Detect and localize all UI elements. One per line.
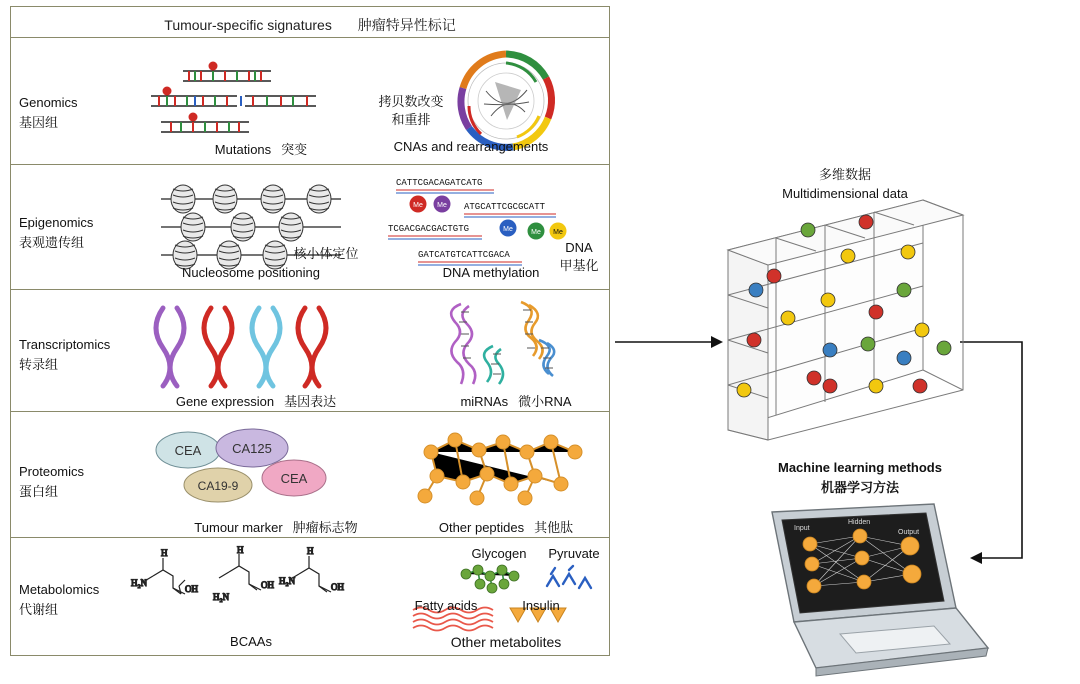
row-label-epigenomics: Epigenomics 表观遗传组 — [19, 215, 94, 251]
label-insulin: Insulin — [522, 598, 560, 613]
caption-other-metabolites: Other metabolites — [450, 634, 562, 650]
rna-strands-icon — [141, 302, 341, 392]
svg-text:CEA: CEA — [280, 471, 308, 486]
svg-text:GATCATGTCATTCGACA: GATCATGTCATTCGACA — [418, 250, 510, 260]
svg-text:Hidden: Hidden — [848, 519, 871, 526]
row-label-genomics: Genomics 基因组 — [19, 95, 78, 131]
svg-text:Me: Me — [503, 226, 513, 233]
caption-bcaas: BCAAs — [230, 634, 272, 649]
mirna-icon — [431, 296, 591, 392]
svg-text:Me: Me — [413, 202, 423, 209]
ml-title: Machine learning methods 机器学习方法 — [778, 460, 942, 495]
panel-title-en: Tumour-specific signatures — [164, 17, 332, 33]
caption-mirnas: miRNAs 微小RNA — [460, 394, 572, 409]
peptide-network-icon — [411, 430, 596, 510]
caption-mutations: Mutations 突变 — [214, 142, 308, 157]
svg-text:H: H — [161, 548, 168, 558]
row-proteomics — [11, 411, 609, 537]
svg-text:OH: OH — [185, 584, 198, 594]
caption-cnas: CNAs and rearrangements — [393, 139, 549, 154]
row-transcriptomics — [11, 289, 609, 411]
svg-text:Me: Me — [553, 229, 563, 236]
svg-text:OH: OH — [331, 582, 344, 592]
panel-title — [11, 15, 609, 35]
caption-cnas-cn: 拷贝数改变 和重排 — [378, 94, 444, 128]
laptop-neural-network-icon — [720, 498, 990, 684]
svg-text:H₂N: H₂N — [213, 592, 230, 602]
caption-methylation-cn: DNA 甲基化 — [559, 240, 599, 274]
row-label-transcriptomics: Transcriptomics 转录组 — [19, 337, 111, 373]
svg-text:Output: Output — [898, 529, 920, 536]
row-genomics — [11, 37, 609, 164]
svg-text:Me: Me — [531, 229, 541, 236]
cube-title: 多维数据 Multidimensional data — [782, 167, 908, 201]
svg-text:Input: Input — [794, 525, 810, 532]
row-label-proteomics: Proteomics 蛋白组 — [19, 464, 85, 500]
tumour-marker-icon — [146, 430, 346, 515]
label-pyruvate: Pyruvate — [548, 546, 600, 561]
label-glycogen: Glycogen — [471, 546, 527, 561]
svg-text:H₂N: H₂N — [131, 578, 148, 588]
multidimensional-data-cube — [708, 190, 973, 445]
row-epigenomics — [11, 164, 609, 289]
amino-acid-icon — [129, 545, 359, 626]
svg-text:CEA: CEA — [174, 443, 202, 458]
caption-nucleosome: Nucleosome positioning — [181, 265, 321, 280]
caption-gene-expression: Gene expression 基因表达 — [175, 394, 337, 409]
row-metabolomics — [11, 537, 609, 655]
svg-text:H: H — [307, 546, 314, 556]
caption-other-peptides: Other peptides 其他肽 — [438, 520, 574, 535]
label-fatty-acids: Fatty acids — [414, 598, 478, 613]
svg-text:ATGCATTCGCGCATT: ATGCATTCGCGCATT — [464, 202, 546, 212]
svg-text:OH: OH — [261, 580, 274, 590]
panel-title-cn: 肿瘤特异性标记 — [357, 17, 456, 33]
glycogen-icon — [456, 562, 536, 596]
caption-nucleosome-cn: 核小体定位 — [293, 246, 359, 261]
svg-text:CA19-9: CA19-9 — [197, 479, 239, 493]
dna-mutation-icon — [141, 52, 321, 132]
row-label-metabolomics: Metabolomics 代谢组 — [19, 582, 100, 618]
caption-tumour-marker: Tumour marker 肿瘤标志物 — [194, 520, 358, 535]
svg-text:H: H — [237, 545, 244, 555]
pyruvate-icon — [541, 564, 601, 598]
svg-text:H₂N: H₂N — [279, 576, 296, 586]
svg-text:TCGACGACGACTGTG: TCGACGACGACTGTG — [388, 224, 470, 234]
svg-text:CA125: CA125 — [232, 441, 272, 456]
tumour-signatures-panel — [10, 6, 610, 656]
svg-text:CATTCGACAGATCATG: CATTCGACAGATCATG — [396, 178, 483, 188]
caption-methylation: DNA methylation — [442, 265, 540, 280]
svg-text:Me: Me — [437, 202, 447, 209]
